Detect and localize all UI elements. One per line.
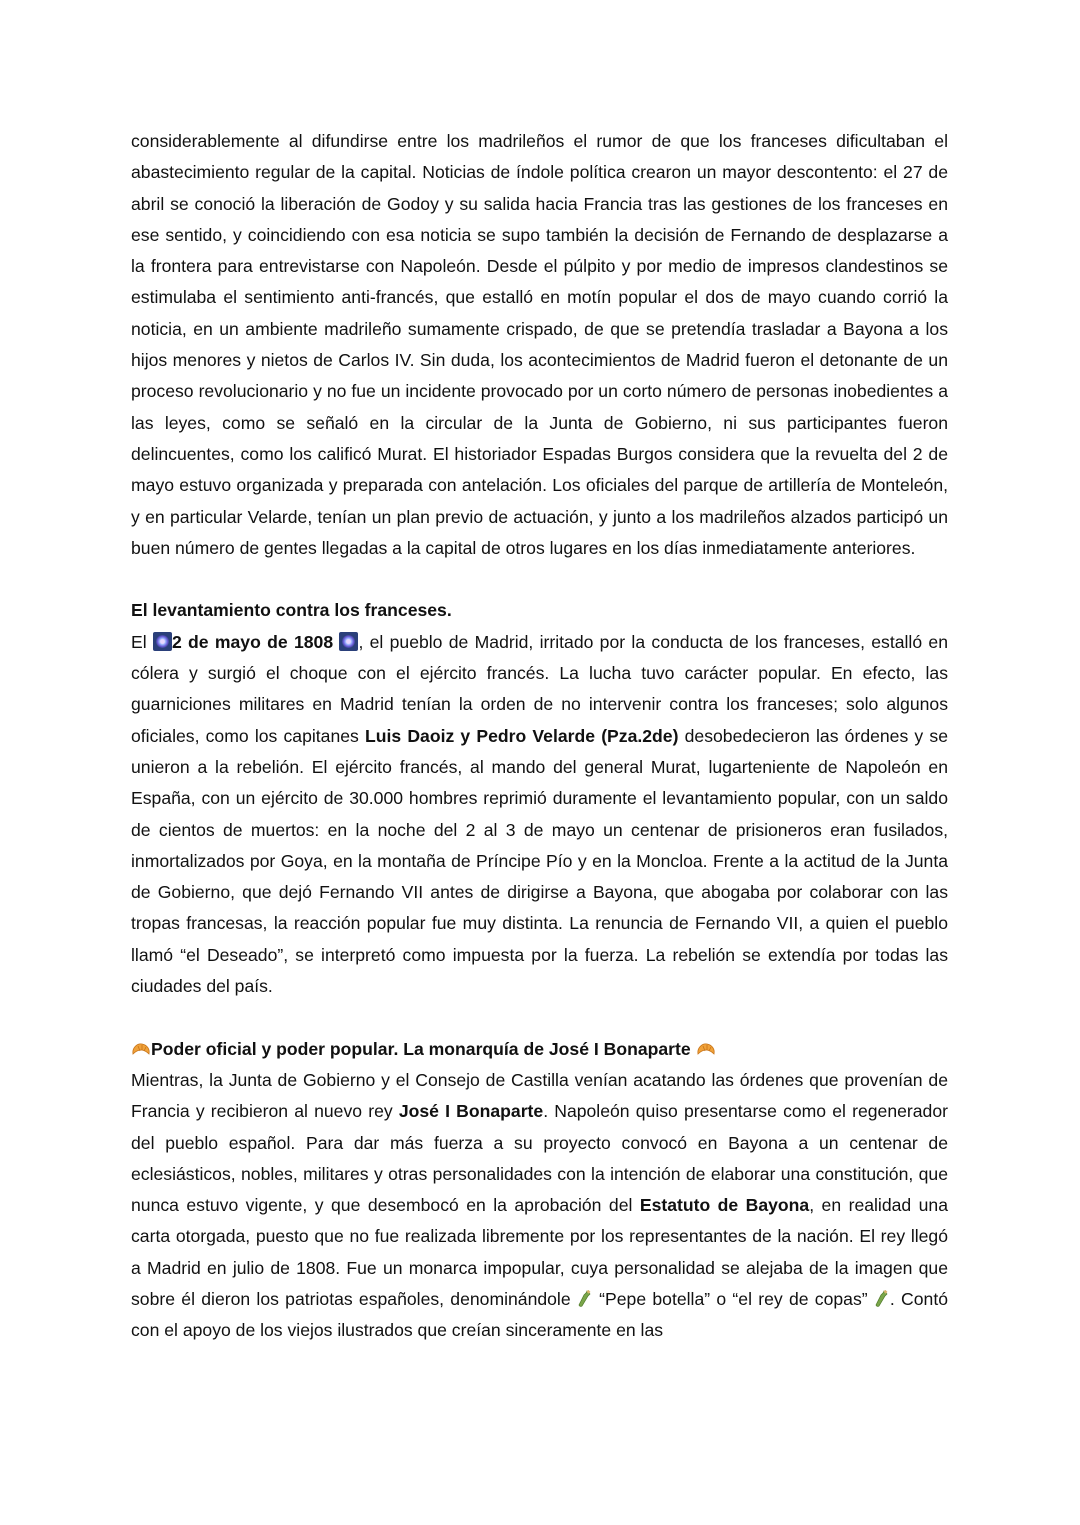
bottle-icon xyxy=(577,1290,593,1308)
paragraph-poder xyxy=(131,1065,948,1347)
bold-captains: Luis Daoiz y Pedro Velarde (Pza.2de) xyxy=(364,725,679,746)
text-run: , el pueblo de Madrid, irritado por la conducta de los franceses, estalló en cólera y surgió el choque con el ejército francés. La lucha tuvo carácter popular. En efecto, las guarniciones militares en Madrid tenían la orden de no intervenir contra los franceses; solo algunos oficiales, como los capitanes xyxy=(131,631,948,746)
document-page xyxy=(131,126,948,1347)
text-run: desobedecieron las órdenes y se unieron a la rebelión. El ejército francés, al mando del general Murat, lugarteniente de Napoleón en España, con un ejército de 30.000 hombres reprimió duramente el levantamiento popular, con un saldo de cientos de muertos: en la noche del 2 al 3 de mayo un centenar de prisioneros eran fusilados, inmortalizados por Goya, en la montaña de Príncipe Pío y en la Moncloa. Frente a la actitud de la Junta de Gobierno, que dejó Fernando VII antes de dirigirse a Bayona, que abogaba por colaborar con las tropas francesas, la reacción popular fue muy distinta. La renuncia de Fernando VII, a quien el pueblo llamó “el Deseado”, se interpretó como impuesta por la fuerza. La rebelión se extendía por todas las ciudades del país. xyxy=(131,725,948,997)
text-run: . Napoleón quiso presentarse como el regenerador del pueblo español. Para dar más fuerza a su proyecto convocó en Bayona a un centenar de eclesiásticos, nobles, militares y otras personalidades con la intención de elaborar una constitución, que nunca estuvo vigente, y que desembocó en la aprobación del xyxy=(131,1101,948,1216)
text-run: “Pepe botella” o “el rey de copas” xyxy=(592,1288,874,1309)
bottle-icon xyxy=(874,1290,890,1308)
fireworks-icon xyxy=(339,632,358,651)
heading-text: Poder oficial y poder popular. La monarquía de José I Bonaparte xyxy=(151,1038,691,1059)
paragraph-levantamiento xyxy=(131,627,948,1003)
bold-statute: Estatuto de Bayona xyxy=(639,1195,810,1216)
paragraph-gap xyxy=(131,564,948,595)
paragraph-intro: considerablemente al difundirse entre los madrileños el rumor de que los franceses dificultaban el abastecimiento regular de la capital. Noticias de índole política crearon un mayor descontento: el 27 de abril se conoció la liberación de Godoy y su salida hacia Francia tras las gestiones de los franceses en ese sentido, y coincidiendo con esa noticia se supo también la decisión de Fernando de desplazarse a la frontera para entrevistarse con Napoleón. Desde el púlpito y por medio de impresos clandestinos se estimulaba el sentimiento anti-francés, que estalló en motín popular el dos de mayo cuando corrió la noticia, en un ambiente madrileño sumamente crispado, de que se pretendía trasladar a Bayona a los hijos menores y nietos de Carlos IV. Sin duda, los acontecimientos de Madrid fueron el detonante de un proceso revolucionario y no fue un incidente provocado por un corto número de personas inobedientes a las leyes, como se señaló en la circular de la Junta de Gobierno, ni sus participantes fueron delincuentes, como los calificó Murat. El historiador Espadas Burgos considera que la revuelta del 2 de mayo estuvo organizada y preparada con antelación. Los oficiales del parque de artillería de Monteleón, y en particular Velarde, tenían un plan previo de actuación, y junto a los madrileños alzados participó un buen número de gentes llegadas a la capital de otros lugares en los días inmediatamente anteriores. xyxy=(131,131,948,558)
heading-levantamiento: El levantamiento contra los franceses. xyxy=(131,600,452,621)
croissant-icon xyxy=(696,1041,716,1057)
text-run: El xyxy=(131,631,153,652)
bold-king: José I Bonaparte xyxy=(398,1101,544,1122)
text-run: . Contó con el apoyo de los viejos ilustrados que creían sinceramente en las xyxy=(131,1288,948,1341)
fireworks-icon xyxy=(153,632,172,651)
heading-poder xyxy=(131,1034,948,1065)
croissant-icon xyxy=(131,1041,151,1057)
paragraph-gap xyxy=(131,1002,948,1033)
text-run: , en realidad una carta otorgada, puesto que no fue realizada libremente por los representantes de la nación. El rey llegó a Madrid en julio de 1808. Fue un monarca impopular, cuya personalidad se alejaba de la imagen que sobre él dieron los patriotas españoles, denominándole xyxy=(131,1195,948,1309)
bold-date: 2 de mayo de 1808 xyxy=(171,631,334,652)
text-run: Mientras, la Junta de Gobierno y el Consejo de Castilla venían acatando las órdenes que provenían de Francia y recibieron al nuevo rey xyxy=(131,1069,948,1122)
